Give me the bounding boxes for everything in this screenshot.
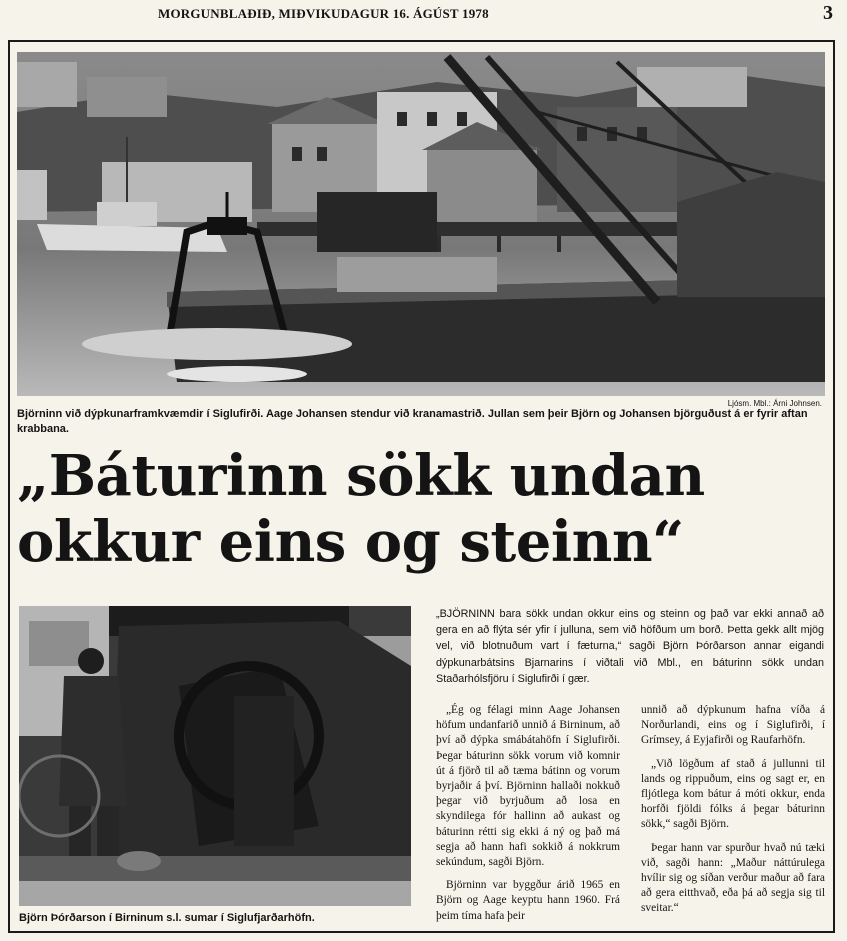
body-column-2 [641,703,825,925]
lead-paragraph: „BJÖRNINN bara sökk undan okkur eins og steinn og það var ekki annað að gera en að flýta sér yfir í julluna, sem við höfðum um borð. Þetta gekk allt mjög vel, við blotnuðum vart í fæturna,“ sagði Björn Þórðarson annar eigandi dýpkunarbátsins Bjarnarins í viðtali við Mbl., en báturinn sökk undan Staðarhólsfjöru í Siglufirði í gær. [436,608,824,685]
photo-credit: Ljósm. Mbl.: Árni Johnsen. [727,399,822,408]
top-photo-caption: Björninn við dýpkunarframkvæmdir í Siglufirði. Aage Johansen stendur við kranamastrið. Jullan sem þeir Björn og Johansen björguðust á er fyrir aftan krabbana. [17,408,808,435]
harbor-photo [17,52,825,396]
headline [17,443,832,575]
page-number: 3 [823,2,833,24]
body-paragraph: Þegar hann var spurður hvað nú tæki við, sagði hann: „Maður náttúrulega hvílir sig og síðan verður maður að fara að gera eitthvað, eða þá að segja sig til sveitar.“ [641,841,825,915]
dateline: MORGUNBLAÐIÐ, MIÐVIKUDAGUR 16. ÁGÚST 1978 [158,6,489,21]
bottom-photo-caption: Björn Þórðarson í Birninum s.l. sumar í Siglufjarðarhöfn. [19,912,315,924]
body-column-1 [436,703,620,932]
bjorn-photo-illustration [19,606,411,906]
headline-line-1: „Báturinn sökk undan [17,443,705,509]
headline-line-2: okkur eins og steinn“ [17,509,684,575]
body-paragraph: Björninn var byggður árið 1965 en Björn og Aage keyptu hann 1960. Frá þeim tíma hafa þeir [436,879,620,922]
body-paragraph: „Ég og félagi minn Aage Johansen höfum undanfarið unnið á Birninum, að því að dýpka smábátahöfn í Siglufirði. Þegar báturinn sökk vorum við komnir út á fjörð til að tæma bátinn og vorum byrjaðir á því. Björninn hallaði nokkuð þegar við byrjuðum að losa en skyndilega fór hallinn að aukast og báturinn rétti sig ekki á ný og það má segja að hann hafi sokkið á nokkrum sekúndum, sagði Björn. [436,704,620,869]
body-paragraph: „Við lögðum af stað á jullunni til lands og rippuðum, eins og sagt er, en fljótlega kom bátur á móti okkur, enda horfði fjöldi fólks á þegar báturinn sökk,“ sagði Björn. [641,757,825,831]
body-paragraph: unnið að dýpkunum hafna víða á Norðurlandi, eins og í Siglufirði, í Grímsey, á Eyjafirði og Raufarhöfn. [641,704,825,747]
harbor-photo-illustration [17,52,825,396]
masthead [0,0,847,30]
bjorn-photo [19,606,411,906]
